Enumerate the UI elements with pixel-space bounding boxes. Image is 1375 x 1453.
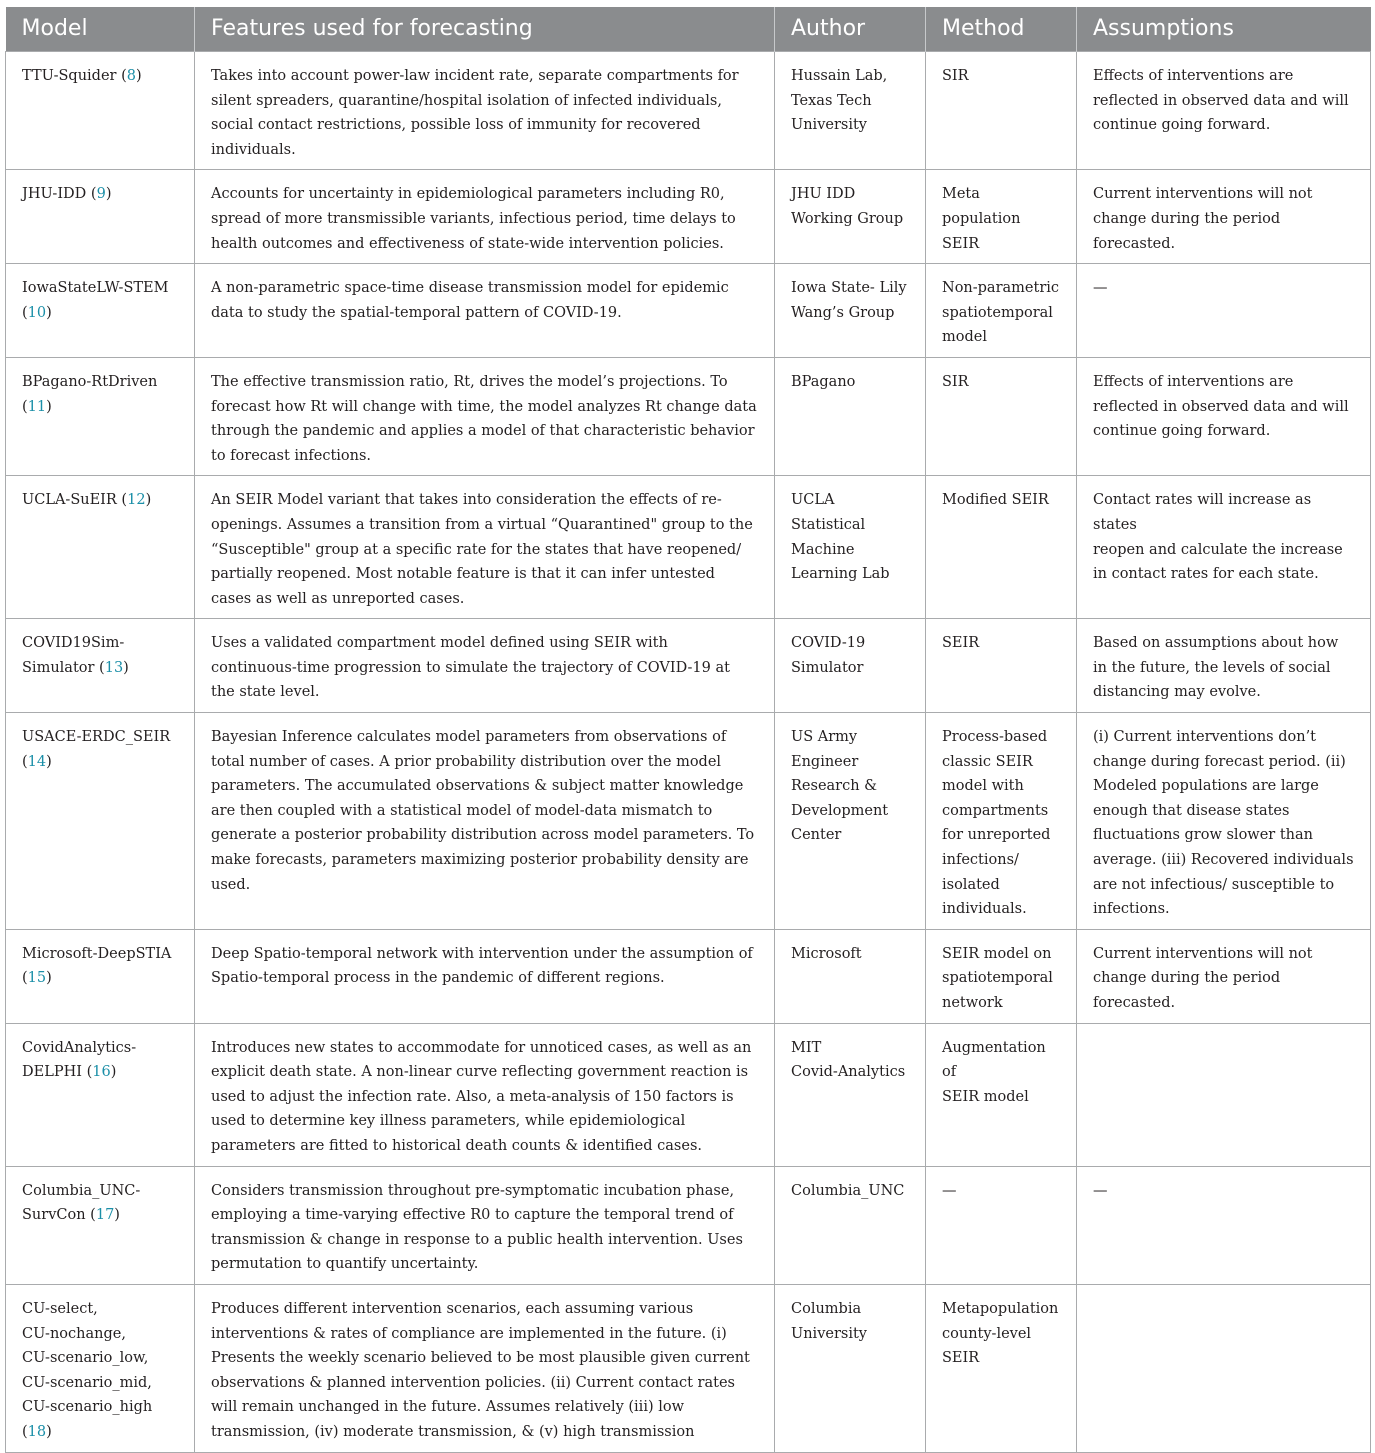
model-name: Columbia_UNC- SurvCon [22,1182,141,1224]
method-cell: Meta population SEIR [926,170,1077,264]
model-name: UCLA-SuEIR [22,492,117,509]
assumptions-cell: Contact rates will increase as states reopen and calculate the increase in contact rates for each state. [1077,476,1371,619]
assumptions-cell: Current interventions will not change during the period forecasted. [1077,170,1371,264]
reference-link[interactable]: 11 [27,398,47,415]
assumptions-cell: Effects of interventions are reflected in observed data and will continue going forward. [1077,357,1371,475]
method-cell: Augmentation of SEIR model [926,1023,1077,1166]
table-row [6,476,1371,619]
model-name: CovidAnalytics- DELPHI [22,1039,137,1081]
header-assumptions: Assumptions [1077,7,1371,52]
table-row [6,264,1371,358]
features-cell: Accounts for uncertainty in epidemiological parameters including R0, spread of more transmissible variants, infectious period, time delays to health outcomes and effectiveness of state-wide intervention policies. [195,170,775,264]
model-name: CU-select, CU-nochange, CU-scenario_low, CU-scenario_mid, CU-scenario_high [22,1300,153,1416]
method-cell: SIR [926,357,1077,475]
author-cell: US Army Engineer Research & Development Center [775,713,926,930]
assumptions-cell: Current interventions will not change during the period forecasted. [1077,929,1371,1023]
header-model: Model [6,7,195,52]
table-body [6,52,1371,1453]
header-author: Author [775,7,926,52]
features-cell: Bayesian Inference calculates model parameters from observations of total number of cases. A prior probability distribution over the model parameters. The accumulated observations & subject matter knowledge are then coupled with a statistical model of model-data mismatch to generate a posterior probability distribution across model parameters. To make forecasts, parameters maximizing posterior probability density are used. [195,713,775,930]
author-cell: Microsoft [775,929,926,1023]
model-cell: IowaStateLW-STEM (10) [6,264,195,358]
table-row [6,170,1371,264]
table-row [6,713,1371,930]
reference-link[interactable]: 16 [92,1064,111,1081]
features-cell: A non-parametric space-time disease transmission model for epidemic data to study the spatial-temporal pattern of COVID-19. [195,264,775,358]
assumptions-cell: — [1077,264,1371,358]
model-name: JHU-IDD [22,186,87,203]
author-cell: MIT Covid-Analytics [775,1023,926,1166]
reference-link[interactable]: 10 [27,304,47,321]
model-cell: COVID19Sim- Simulator (13) [6,619,195,713]
method-cell: SIR [926,52,1077,170]
model-name: BPagano-RtDriven [22,373,158,390]
method-cell: SEIR model on spatiotemporal network [926,929,1077,1023]
reference-link[interactable]: 14 [27,753,47,770]
model-name: Microsoft-DeepSTIA [22,945,172,962]
reference-link[interactable]: 12 [127,492,146,509]
method-cell: Modified SEIR [926,476,1077,619]
assumptions-cell [1077,1284,1371,1452]
author-cell: Hussain Lab, Texas Tech University [775,52,926,170]
table-header [6,7,1371,52]
author-cell: UCLA Statistical Machine Learning Lab [775,476,926,619]
model-name: USACE-ERDC_SEIR [22,729,171,746]
model-cell: CU-select, CU-nochange, CU-scenario_low, CU-scenario_mid, CU-scenario_high (18) [6,1284,195,1452]
author-cell: Columbia University [775,1284,926,1452]
method-cell: — [926,1166,1077,1284]
header-method: Method [926,7,1077,52]
reference-link[interactable]: 17 [95,1207,115,1224]
model-cell: Columbia_UNC- SurvCon (17) [6,1166,195,1284]
table-row [6,929,1371,1023]
reference-link[interactable]: 15 [27,970,47,987]
model-name: COVID19Sim- Simulator [22,635,125,676]
features-cell: An SEIR Model variant that takes into consideration the effects of re-openings. Assumes a transition from a virtual “Quarantined" group to the “Susceptible" group at a specific rate for the states that have reopened/ partially reopened. Most notable feature is that it can infer untested cases as well as unreported cases. [195,476,775,619]
table-row [6,1284,1371,1452]
features-cell: The effective transmission ratio, Rt, drives the model’s projections. To forecast how Rt will change with time, the model analyzes Rt change data through the pandemic and applies a model of that characteristic behavior to forecast infections. [195,357,775,475]
reference-link[interactable]: 18 [27,1423,47,1440]
author-cell: Columbia_UNC [775,1166,926,1284]
model-name: TTU-Squider [22,68,117,84]
header-row [6,7,1371,52]
model-cell: BPagano-RtDriven (11) [6,357,195,475]
model-cell: Microsoft-DeepSTIA (15) [6,929,195,1023]
assumptions-cell: Based on assumptions about how in the future, the levels of social distancing may evolve. [1077,619,1371,713]
header-features: Features used for forecasting [195,7,775,52]
features-cell: Takes into account power-law incident rate, separate compartments for silent spreaders, quarantine/hospital isolation of infected individuals, social contact restrictions, possible loss of immunity for recovered individuals. [195,52,775,170]
table-row [6,1023,1371,1166]
features-cell: Introduces new states to accommodate for unnoticed cases, as well as an explicit death state. A non-linear curve reflecting government reaction is used to adjust the infection rate. Also, a meta-analysis of 150 factors is used to determine key illness parameters, while epidemiological parameters are fitted to historical death counts & identified cases. [195,1023,775,1166]
reference-link[interactable]: 9 [96,186,106,203]
model-cell: TTU-Squider (8) [6,52,195,170]
author-cell: BPagano [775,357,926,475]
assumptions-cell: — [1077,1166,1371,1284]
features-cell: Considers transmission throughout pre-symptomatic incubation phase, employing a time-varying effective R0 to capture the temporal trend of transmission & change in response to a public health intervention. Uses permutation to quantify uncertainty. [195,1166,775,1284]
model-name: IowaStateLW-STEM [22,280,169,297]
reference-link[interactable]: 8 [126,68,136,84]
method-cell: Non-parametric spatiotemporal model [926,264,1077,358]
assumptions-cell: (i) Current interventions don’t change during forecast period. (ii) Modeled populations are large enough that disease states fluctuations grow slower than average. (iii) Recovered individuals are not infectious/ susceptible to infections. [1077,713,1371,930]
table-row [6,357,1371,475]
table-row [6,52,1371,170]
model-cell: JHU-IDD (9) [6,170,195,264]
features-cell: Produces different intervention scenarios, each assuming various interventions & rates of compliance are implemented in the future. (i) Presents the weekly scenario believed to be most plausible given current observations & planned intervention policies. (ii) Current contact rates will remain unchanged in the future. Assumes relatively (iii) low transmission, (iv) moderate transmission, & (v) high transmission [195,1284,775,1452]
assumptions-cell: Effects of interventions are reflected in observed data and will continue going forward. [1077,52,1371,170]
method-cell: SEIR [926,619,1077,713]
model-cell: UCLA-SuEIR (12) [6,476,195,619]
reference-link[interactable]: 13 [104,659,124,676]
features-cell: Uses a validated compartment model defined using SEIR with continuous-time progression to simulate the trajectory of COVID-19 at the state level. [195,619,775,713]
models-table [5,7,1371,1453]
table-row [6,1166,1371,1284]
table-row [6,619,1371,713]
model-cell: USACE-ERDC_SEIR (14) [6,713,195,930]
model-cell: CovidAnalytics- DELPHI (16) [6,1023,195,1166]
method-cell: Metapopulation county-level SEIR [926,1284,1077,1452]
assumptions-cell [1077,1023,1371,1166]
author-cell: COVID-19 Simulator [775,619,926,713]
features-cell: Deep Spatio-temporal network with intervention under the assumption of Spatio-temporal process in the pandemic of different regions. [195,929,775,1023]
method-cell: Process-based classic SEIR model with compartments for unreported infections/ isolated individuals. [926,713,1077,930]
author-cell: JHU IDD Working Group [775,170,926,264]
author-cell: Iowa State- Lily Wang’s Group [775,264,926,358]
